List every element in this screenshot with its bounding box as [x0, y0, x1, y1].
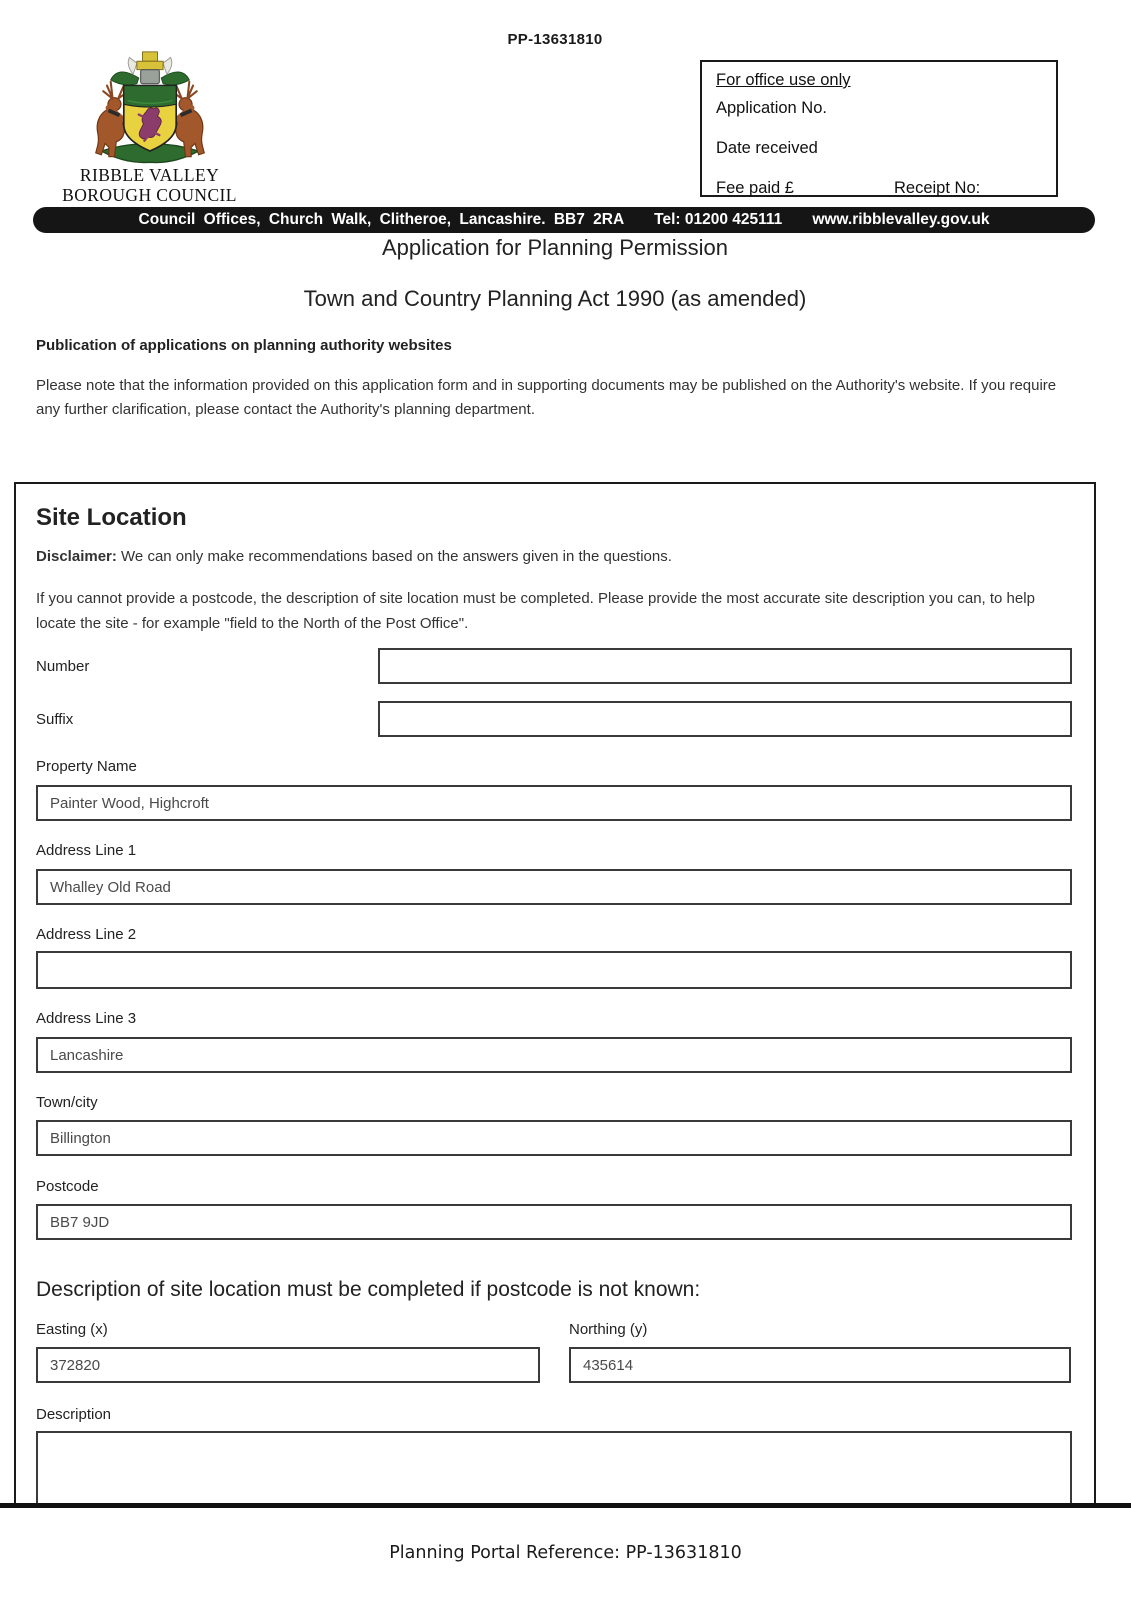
planning-portal-reference-footer: Planning Portal Reference: PP-13631810	[389, 1543, 742, 1563]
fee-paid-label: Fee paid £	[716, 179, 794, 197]
council-website: www.ribblevalley.gov.uk	[812, 211, 990, 228]
document-subtitle: Town and Country Planning Act 1990 (as amended)	[303, 286, 807, 311]
suffix-input[interactable]	[378, 701, 1072, 737]
page-break-divider	[0, 1503, 1131, 1508]
document-title: Application for Planning Permission	[381, 235, 729, 260]
description-requirement-heading: Description of site location must be completed if postcode is not known:	[36, 1278, 701, 1301]
easting-label: Easting (x)	[36, 1321, 108, 1338]
office-use-title: For office use only	[716, 71, 851, 89]
address-line-2-input[interactable]	[36, 951, 1072, 989]
number-label: Number	[36, 657, 90, 675]
site-location-section	[14, 482, 1096, 1503]
suffix-label: Suffix	[36, 710, 74, 728]
council-name-line2: BOROUGH COUNCIL	[62, 184, 237, 205]
number-input[interactable]	[378, 648, 1072, 684]
publication-notice-body: Please note that the information provided on this application form and in supporting documents may be published on the Authority's website. If you require any further clarification, please contact the Authority's planning department.	[36, 377, 1057, 419]
address-line-1-label: Address Line 1	[36, 842, 137, 859]
town-city-label: Town/city	[36, 1094, 98, 1111]
council-contact-bar	[33, 207, 1095, 233]
property-name-input[interactable]	[36, 785, 1072, 821]
address-line-1-input[interactable]	[36, 869, 1072, 905]
address-line-2-label: Address Line 2	[36, 926, 137, 943]
address-line-3-label: Address Line 3	[36, 1010, 137, 1027]
site-location-disclaimer	[36, 548, 1056, 565]
easting-input[interactable]	[36, 1347, 540, 1383]
date-received-label: Date received	[716, 139, 818, 157]
postcode-input[interactable]	[36, 1204, 1072, 1240]
office-use-box	[700, 60, 1058, 197]
disclaimer-text: We can only make recommendations based on the answers given in the questions.	[116, 548, 672, 565]
site-location-heading: Site Location	[36, 504, 187, 531]
council-address: Council Offices, Church Walk, Clitheroe, Lancashire. BB7 2RA	[138, 211, 625, 228]
council-crest-icon	[75, 50, 225, 166]
council-name-line1: RIBBLE VALLEY	[79, 165, 220, 185]
town-city-input[interactable]	[36, 1120, 1072, 1156]
description-label: Description	[36, 1406, 112, 1423]
property-name-label: Property Name	[36, 758, 137, 775]
address-line-3-input[interactable]	[36, 1037, 1072, 1073]
site-location-intro: If you cannot provide a postcode, the description of site location must be completed. Please provide the most accurate site description you can, to help locate the site - for example "field to the North of the Post Office".	[36, 590, 1035, 633]
receipt-no-label: Receipt No:	[894, 179, 981, 197]
council-logo	[62, 50, 237, 205]
disclaimer-label: Disclaimer:	[36, 548, 117, 565]
postcode-label: Postcode	[36, 1178, 99, 1195]
application-no-label: Application No.	[716, 99, 827, 117]
description-input[interactable]	[36, 1431, 1072, 1505]
council-telephone: Tel: 01200 425111	[654, 211, 783, 228]
northing-input[interactable]	[569, 1347, 1071, 1383]
northing-label: Northing (y)	[569, 1321, 648, 1338]
publication-notice-heading: Publication of applications on planning authority websites	[36, 337, 452, 354]
planning-portal-number: PP-13631810	[507, 31, 603, 48]
